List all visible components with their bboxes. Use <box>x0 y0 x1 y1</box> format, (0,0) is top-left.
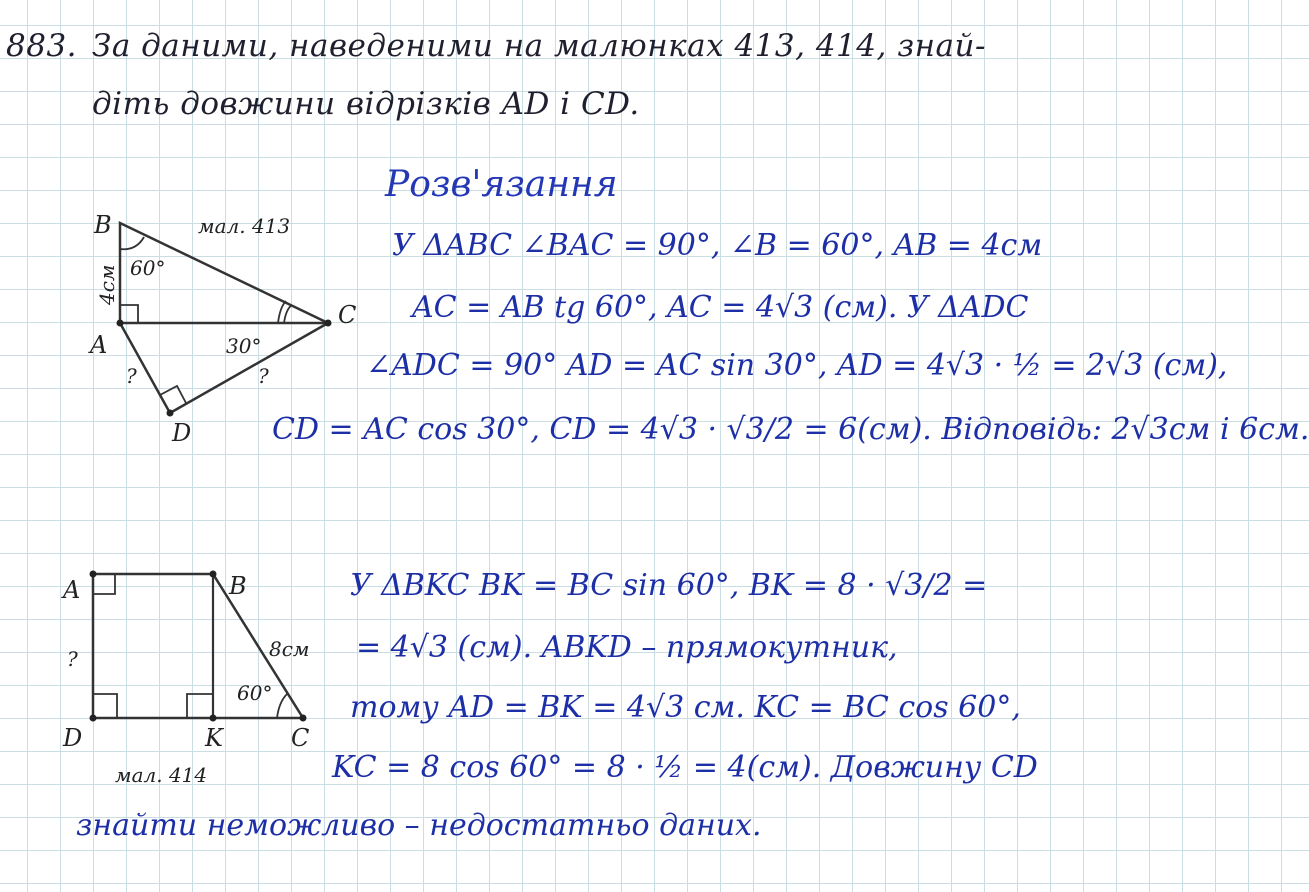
figure-414 <box>55 560 375 790</box>
solution-part1-line1: У ΔABC ∠BAC = 90°, ∠B = 60°, AB = 4см <box>392 228 1043 263</box>
angle-arc-b <box>120 237 144 249</box>
label-vertex-b: B <box>229 572 247 600</box>
label-side-bc: 8см <box>269 637 310 661</box>
label-vertex-a: A <box>90 331 108 359</box>
problem-number: 883. <box>6 28 78 64</box>
solution-part1-line2: AC = AB tg 60°, AC = 4√3 (см). У ΔADC <box>412 290 1029 325</box>
point-b <box>210 571 217 578</box>
solution-part2-line5: знайти неможливо – недостатньо даних. <box>76 808 762 843</box>
label-vertex-d: D <box>63 724 83 752</box>
label-vertex-c: C <box>291 724 310 752</box>
point-d <box>90 715 97 722</box>
point-c <box>325 320 332 327</box>
angle-arc-c <box>277 694 287 718</box>
solution-part2-line2: = 4√3 (см). ABKD – прямокутник, <box>356 630 898 665</box>
point-c <box>300 715 307 722</box>
label-side-ad: ? <box>126 364 137 388</box>
problem-text-line2: діть довжини відрізків AD і CD. <box>92 86 640 122</box>
solution-part2-line3: тому AD = BK = 4√3 см. KC = BC cos 60°, <box>350 690 1021 725</box>
label-vertex-c: C <box>338 301 357 329</box>
point-d <box>167 410 174 417</box>
label-angle-b: 60° <box>130 256 166 280</box>
label-vertex-d: D <box>172 419 192 447</box>
label-vertex-b: B <box>94 211 112 239</box>
point-a <box>117 320 124 327</box>
right-angle-k <box>187 694 213 718</box>
point-a <box>90 571 97 578</box>
triangle-adc-legs <box>120 323 328 413</box>
label-side-ab: 4см <box>95 264 119 305</box>
figure-413-caption: мал. 413 <box>198 214 291 238</box>
right-angle-d <box>93 694 117 718</box>
solution-part1-line3: ∠ADC = 90° AD = AC sin 30°, AD = 4√3 · ½ = 2√3 (см), <box>366 348 1228 383</box>
solution-part2-line1: У ΔBKC BK = BC sin 60°, BK = 8 · √3/2 = <box>350 568 988 603</box>
point-k <box>210 715 217 722</box>
solution-part1-line4: CD = AC cos 30°, CD = 4√3 · √3/2 = 6(см). Відповідь: 2√3см і 6см. <box>272 412 1309 447</box>
figure-414-caption: мал. 414 <box>115 763 208 787</box>
label-vertex-a: A <box>63 576 81 604</box>
label-side-ad: ? <box>67 647 78 671</box>
label-side-cd: ? <box>258 364 269 388</box>
angle-arc-c-1 <box>284 305 292 323</box>
right-angle-a <box>93 574 115 594</box>
label-vertex-k: K <box>205 724 223 752</box>
solution-part2-line4: KC = 8 cos 60° = 8 · ½ = 4(см). Довжину CD <box>332 750 1038 785</box>
right-angle-a <box>120 305 138 323</box>
label-angle-c: 60° <box>237 681 273 705</box>
solution-heading: Розв'язання <box>385 164 618 205</box>
problem-text-line1: За даними, наведеними на малюнках 413, 414, знай- <box>92 28 986 64</box>
label-angle-c: 30° <box>226 334 262 358</box>
